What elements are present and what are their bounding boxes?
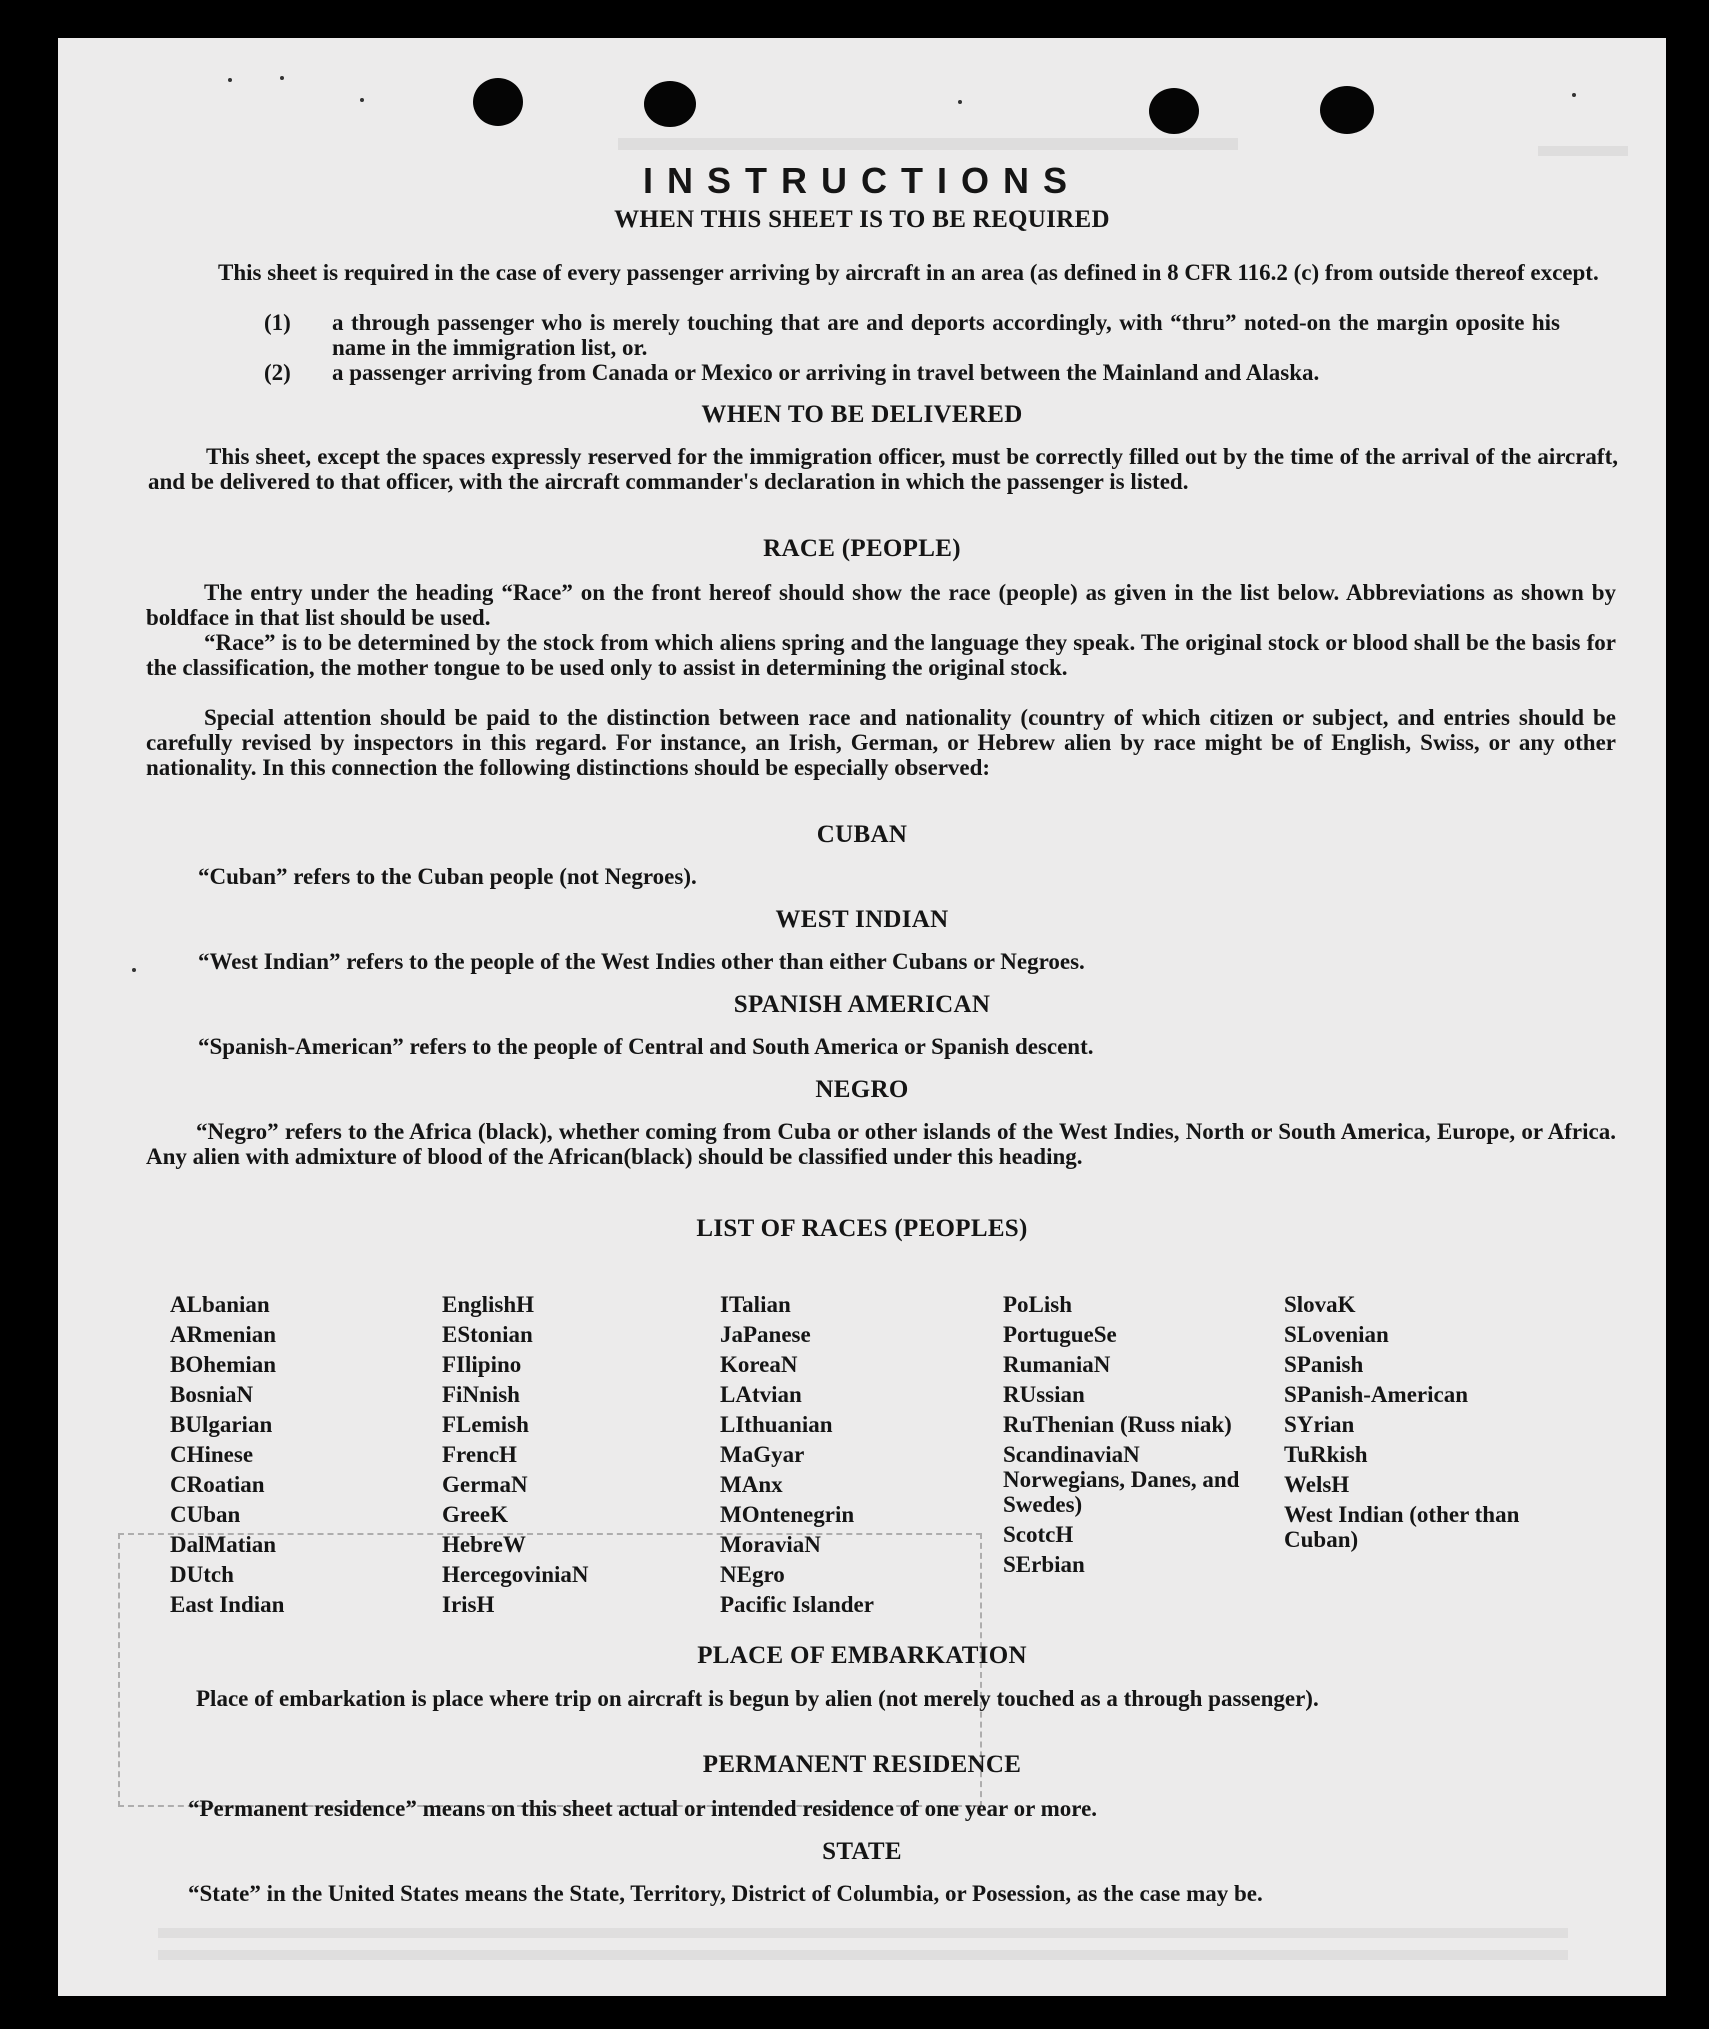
race-entry: MAnx (720, 1472, 783, 1497)
document-page (58, 38, 1666, 1996)
race-entry: KoreaN (720, 1352, 798, 1377)
race-entry: SErbian (1003, 1552, 1085, 1577)
embarkation-text: Place of embarkation is place where trip on aircraft is begun by alien (not merely touched as a through passenger). (196, 1686, 1319, 1711)
race-entry: HebreW (442, 1532, 526, 1557)
exception-text: a passenger arriving from Canada or Mexico or arriving in travel between the Mainland and Alaska. (332, 360, 1320, 385)
race-entry: FLemish (442, 1412, 529, 1437)
section-heading-required: WHEN THIS SHEET IS TO BE REQUIRED (614, 206, 1110, 233)
race-entry: ITalian (720, 1292, 791, 1317)
exception-number: (1) (264, 310, 291, 335)
race-entry: Pacific Islander (720, 1592, 874, 1617)
residence-text: “Permanent residence” means on this sheet actual or intended residence of one year or more. (188, 1796, 1098, 1821)
race-entry: MoraviaN (720, 1532, 821, 1557)
race-entry: MOntenegrin (720, 1502, 855, 1527)
race-entry: GreeK (442, 1502, 508, 1527)
race-entry: HercegoviniaN (442, 1562, 589, 1587)
race-entry: CHinese (170, 1442, 254, 1467)
race-entry: WelsH (1284, 1472, 1350, 1497)
race-entry: TuRkish (1284, 1442, 1368, 1467)
races-column-1 (170, 1292, 430, 1622)
race-entry: BOhemian (170, 1352, 277, 1377)
race-entry: FrencH (442, 1442, 517, 1467)
race-entry: East Indian (170, 1592, 285, 1617)
section-text-delivered: This sheet, except the spaces expressly reserved for the immigration officer, must be correctly filled out by the time of the arrival of the aircraft, and be delivered to that officer, with the aircraft commander's declaration in which the passenger is listed. (148, 444, 1618, 494)
cuban-text: “Cuban” refers to the Cuban people (not Negroes). (198, 864, 697, 889)
negro-text: “Negro” refers to the Africa (black), whether coming from Cuba or other islands of the West Indies, North or South America, Europe, or Africa. Any alien with admixture of blood of the African(black) should be classified under this heading. (146, 1119, 1616, 1169)
section-heading-delivered: WHEN TO BE DELIVERED (701, 401, 1023, 428)
races-column-4 (1003, 1292, 1253, 1582)
exception-number: (2) (264, 360, 291, 385)
race-entry: EnglishH (442, 1292, 535, 1317)
race-entry: CRoatian (170, 1472, 265, 1497)
race-entry: BUlgarian (170, 1412, 273, 1437)
race-entry: IrisH (442, 1592, 495, 1617)
race-entry: DUtch (170, 1562, 234, 1587)
section-heading-state: STATE (822, 1838, 902, 1865)
exception-item (264, 310, 1618, 360)
exception-text: a through passenger who is merely touching that are and deports accordingly, with “thru” noted-on the margin oposite his name in the immigration list, or. (332, 310, 1560, 360)
section-heading-negro: NEGRO (815, 1076, 909, 1103)
race-entry: SPanish (1284, 1352, 1364, 1377)
exception-item (264, 360, 1618, 385)
race-entry: ScotcH (1003, 1522, 1074, 1547)
section-heading-races-list: LIST OF RACES (PEOPLES) (696, 1215, 1028, 1242)
section-intro-required: This sheet is required in the case of every passenger arriving by aircraft in an area (as defined in 8 CFR 116.2 (c) from outside thereof except. (218, 260, 1599, 285)
race-entry: RUssian (1003, 1382, 1085, 1407)
race-entry: PoLish (1003, 1292, 1073, 1317)
race-entry: PortugueSe (1003, 1322, 1117, 1347)
race-entry: BosniaN (170, 1382, 254, 1407)
race-paragraph-1: The entry under the heading “Race” on the front hereof should show the race (people) as given in the list below. Abbreviations as shown by boldface in that list should be used. (146, 580, 1616, 630)
race-entry: JaPanese (720, 1322, 811, 1347)
state-text: “State” in the United States means the State, Territory, District of Columbia, or Posession, as the case may be. (188, 1881, 1263, 1906)
race-paragraph-2: “Race” is to be determined by the stock from which aliens spring and the language they speak. The original stock or blood shall be the basis for the classification, the mother tongue to be used only to assist in determining the original stock. (146, 630, 1616, 680)
section-heading-residence: PERMANENT RESIDENCE (702, 1751, 1022, 1778)
races-column-5 (1284, 1292, 1544, 1557)
race-entry: LIthuanian (720, 1412, 833, 1437)
race-entry: SYrian (1284, 1412, 1355, 1437)
race-entry: EStonian (442, 1322, 533, 1347)
section-heading-race: RACE (PEOPLE) (763, 535, 961, 562)
races-column-2 (442, 1292, 712, 1622)
race-entry: NEgro (720, 1562, 785, 1587)
race-entry: FIlipino (442, 1352, 522, 1377)
race-entry: SLovenian (1284, 1322, 1389, 1347)
race-entry: CUban (170, 1502, 241, 1527)
race-entry: RuThenian (Russ niak) (1003, 1412, 1232, 1437)
race-entry: DalMatian (170, 1532, 277, 1557)
section-heading-cuban: CUBAN (816, 821, 908, 848)
race-entry: ALbanian (170, 1292, 270, 1317)
section-heading-embarkation: PLACE OF EMBARKATION (697, 1642, 1027, 1669)
race-entry: ScandinaviaN Norwegians, Danes, and Swedes) (1003, 1442, 1240, 1517)
race-entry: SPanish-American (1284, 1382, 1468, 1407)
race-entry: ARmenian (170, 1322, 277, 1347)
race-entry: West Indian (other than Cuban) (1284, 1502, 1520, 1552)
race-entry: SlovaK (1284, 1292, 1356, 1317)
section-heading-west-indian: WEST INDIAN (775, 906, 949, 933)
races-column-3 (720, 1292, 990, 1622)
race-entry: GermaN (442, 1472, 528, 1497)
race-entry: LAtvian (720, 1382, 802, 1407)
page-title: INSTRUCTIONS (643, 160, 1081, 201)
race-entry: MaGyar (720, 1442, 805, 1467)
race-paragraph-3: Special attention should be paid to the distinction between race and nationality (country of which citizen or subject, and entries should be carefully revised by inspectors in this regard. For instance, an Irish, German, or Hebrew alien by race might be of English, Swiss, or any other nationality. In this connection the following distinctions should be especially observed: (146, 705, 1616, 780)
section-heading-spanish-american: SPANISH AMERICAN (733, 991, 991, 1018)
spanish-american-text: “Spanish-American” refers to the people of Central and South America or Spanish descent. (198, 1034, 1094, 1059)
instructions-content (58, 38, 1666, 1996)
west-indian-text: “West Indian” refers to the people of the West Indies other than either Cubans or Negroes. (198, 949, 1085, 974)
race-entry: FiNnish (442, 1382, 520, 1407)
race-entry: RumaniaN (1003, 1352, 1111, 1377)
